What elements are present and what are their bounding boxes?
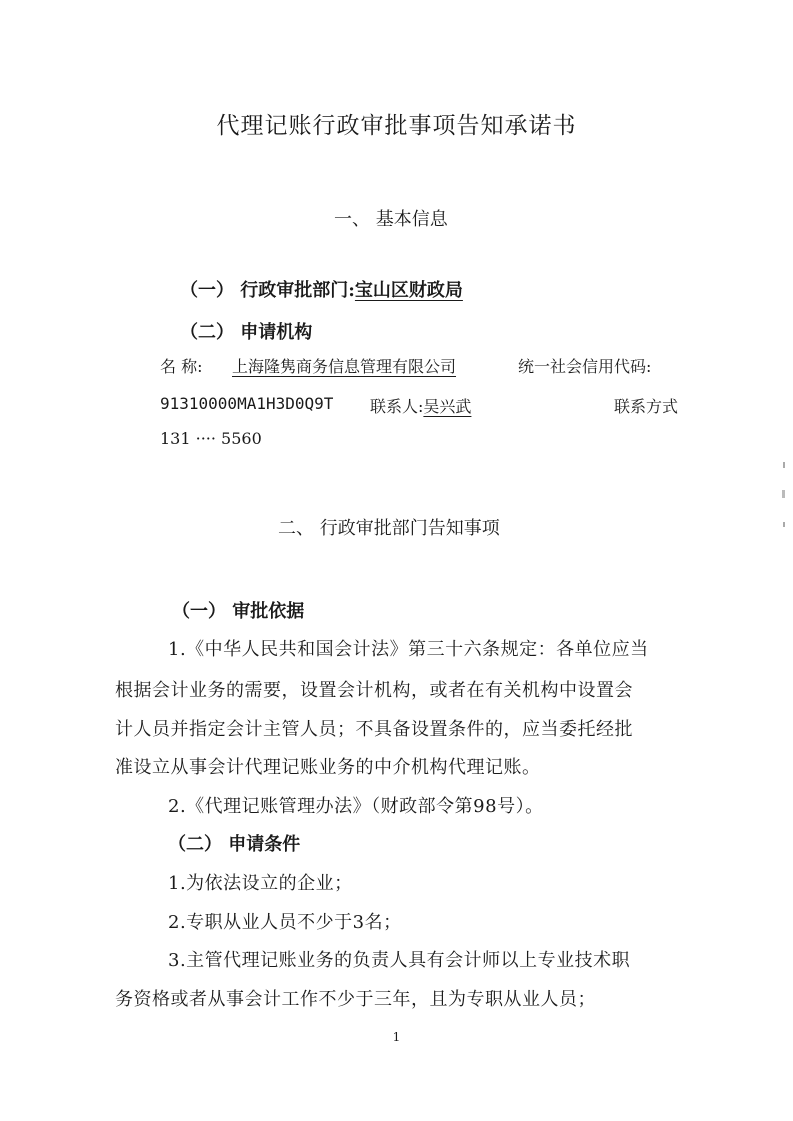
conditions-heading: （二） 申请条件 (168, 834, 301, 855)
approval-dept-row (180, 276, 463, 302)
phone-value: 131 ···· 5560 (160, 429, 262, 448)
applicant-heading: （二） 申请机构 (180, 322, 313, 343)
condition-2: 2.专职从业人员不少于3名； (168, 912, 402, 933)
page-number: 1 (392, 1030, 401, 1044)
approval-dept-value: 宝山区财政局 (354, 280, 463, 301)
basis-2: 2.《代理记账管理办法》（财政部令第98号）。 (168, 796, 544, 817)
edge-mark (779, 460, 789, 543)
section-1-heading: 一、 基本信息 (334, 209, 448, 230)
section-2-heading: 二、 行政审批部门告知事项 (278, 518, 500, 539)
basis-1-line-1: 1.《中华人民共和国会计法》第三十六条规定：各单位应当 (168, 639, 649, 660)
basis-1-line-3: 计人员并指定会计主管人员；不具备设置条件的，应当委托经批 (115, 719, 633, 740)
document-title: 代理记账行政审批事项告知承诺书 (216, 113, 577, 139)
condition-3-line-2: 务资格或者从事会计工作不少于三年，且为专职从业人员； (115, 989, 596, 1010)
credit-code-value: 91310000MA1H3D0Q9T (160, 394, 334, 413)
contact-label: 联系人: (370, 397, 424, 416)
condition-1: 1.为依法设立的企业； (168, 873, 353, 894)
credit-code-label: 统一社会信用代码: (518, 357, 652, 376)
contact-value: 吴兴武 (423, 397, 472, 416)
applicant-name-value: 上海隆隽商务信息管理有限公司 (232, 357, 457, 376)
approval-dept-label: （一） 行政审批部门: (180, 280, 355, 301)
basis-1-line-4: 准设立从事会计代理记账业务的中介机构代理记账。 (115, 757, 541, 778)
contact-row (370, 394, 471, 417)
phone-label: 联系方式 (614, 397, 679, 416)
basis-1-line-2: 根据会计业务的需要，设置会计机构，或者在有关机构中设置会 (115, 680, 633, 701)
applicant-name-label: 名 称: (160, 357, 203, 376)
basis-heading: （一） 审批依据 (172, 601, 305, 622)
condition-3-line-1: 3.主管代理记账业务的负责人具有会计师以上专业技术职 (168, 950, 631, 971)
